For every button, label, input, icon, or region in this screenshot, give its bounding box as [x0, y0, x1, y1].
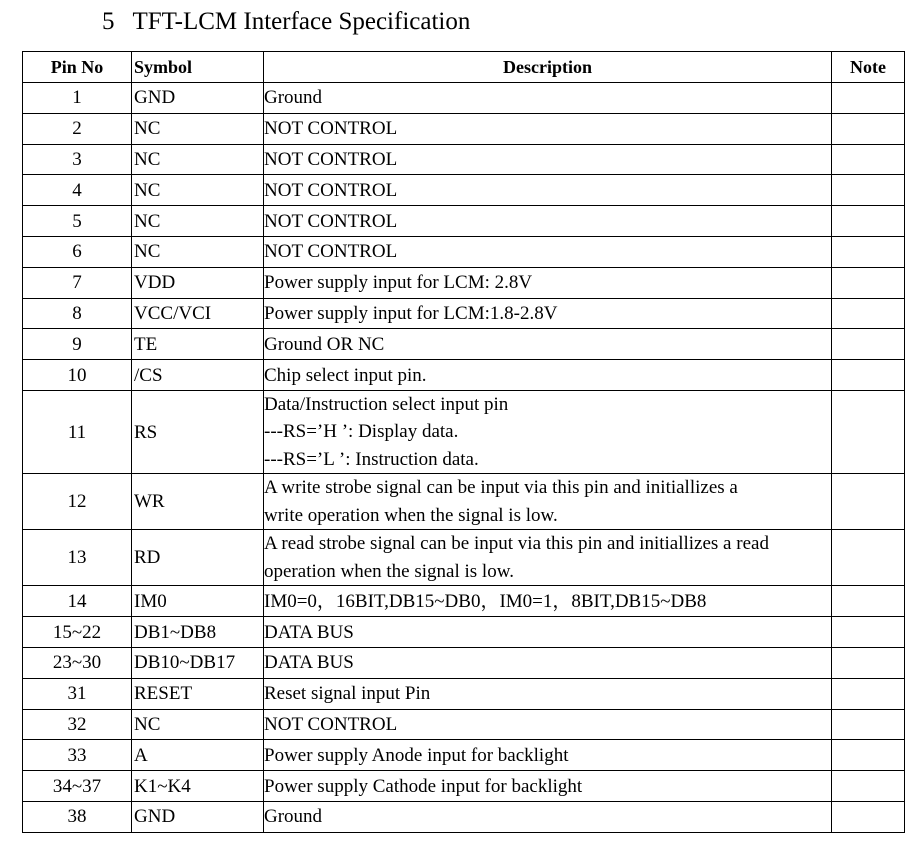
table-row: [23, 586, 905, 617]
note-cell: [832, 648, 905, 679]
description-line: Power supply input for LCM:1.8-2.8V: [264, 302, 558, 324]
pin-number-cell: 6: [23, 236, 132, 267]
note-cell: [832, 474, 905, 530]
description-line: Power supply Anode input for backlight: [264, 744, 569, 766]
description-cell: [264, 236, 832, 267]
note-cell: [832, 175, 905, 206]
section-number: 5: [102, 8, 115, 35]
table-row: [23, 144, 905, 175]
description-line: ---RS=’L ’: Instruction data.: [264, 448, 479, 470]
table-row: [23, 329, 905, 360]
symbol-cell: GND: [132, 83, 264, 114]
table-row: [23, 771, 905, 802]
description-cell: [264, 617, 832, 648]
description-line: A read strobe signal can be input via this pin and initiallizes a read: [264, 533, 769, 555]
description-cell: [264, 474, 832, 530]
description-line: Reset signal input Pin: [264, 683, 431, 705]
pin-number-cell: 9: [23, 329, 132, 360]
description-line: Ground: [264, 806, 323, 828]
table-row: [23, 360, 905, 391]
description-line: IM0=0，16BIT,DB15~DB0，IM0=1，8BIT,DB15~DB8: [264, 590, 707, 612]
description-cell: [264, 144, 832, 175]
symbol-cell: NC: [132, 144, 264, 175]
note-cell: [832, 113, 905, 144]
symbol-cell: TE: [132, 329, 264, 360]
description-cell: [264, 678, 832, 709]
description-cell: [264, 802, 832, 833]
table-row: [23, 474, 905, 530]
note-cell: [832, 678, 905, 709]
symbol-cell: IM0: [132, 586, 264, 617]
pin-number-cell: 38: [23, 802, 132, 833]
pin-number-cell: 4: [23, 175, 132, 206]
description-line: NOT CONTROL: [264, 714, 398, 736]
description-line: ---RS=’H ’: Display data.: [264, 421, 459, 443]
note-cell: [832, 740, 905, 771]
table-row: [23, 236, 905, 267]
pin-number-cell: 23~30: [23, 648, 132, 679]
table-row: [23, 267, 905, 298]
note-cell: [832, 586, 905, 617]
pin-number-cell: 2: [23, 113, 132, 144]
table-row: [23, 617, 905, 648]
table-header-row: [23, 52, 905, 83]
note-cell: [832, 267, 905, 298]
pin-number-cell: 34~37: [23, 771, 132, 802]
table-row: [23, 390, 905, 474]
symbol-cell: DB1~DB8: [132, 617, 264, 648]
description-line: operation when the signal is low.: [264, 560, 514, 582]
note-cell: [832, 360, 905, 391]
symbol-cell: WR: [132, 474, 264, 530]
pin-number-cell: 1: [23, 83, 132, 114]
pin-number-cell: 7: [23, 267, 132, 298]
note-cell: [832, 617, 905, 648]
note-cell: [832, 390, 905, 474]
pin-number-cell: 5: [23, 206, 132, 237]
table-row: [23, 530, 905, 586]
description-line: Ground OR NC: [264, 333, 385, 355]
section-title: TFT-LCM Interface Specification: [132, 8, 471, 35]
symbol-cell: NC: [132, 113, 264, 144]
description-cell: [264, 298, 832, 329]
description-line: Power supply Cathode input for backlight: [264, 775, 583, 797]
description-line: write operation when the signal is low.: [264, 504, 558, 526]
description-cell: [264, 709, 832, 740]
description-cell: [264, 648, 832, 679]
description-line: DATA BUS: [264, 621, 354, 643]
table-row: [23, 298, 905, 329]
description-cell: [264, 175, 832, 206]
description-line: Data/Instruction select input pin: [264, 393, 509, 415]
note-cell: [832, 771, 905, 802]
table-body: [23, 83, 905, 833]
table-row: [23, 648, 905, 679]
symbol-cell: NC: [132, 236, 264, 267]
table-row: [23, 83, 905, 114]
table-row: [23, 709, 905, 740]
description-line: NOT CONTROL: [264, 241, 398, 263]
description-cell: [264, 206, 832, 237]
symbol-cell: NC: [132, 175, 264, 206]
description-line: NOT CONTROL: [264, 210, 398, 232]
pin-number-cell: 8: [23, 298, 132, 329]
pin-number-cell: 10: [23, 360, 132, 391]
table-row: [23, 175, 905, 206]
description-cell: [264, 267, 832, 298]
table-row: [23, 206, 905, 237]
symbol-cell: RESET: [132, 678, 264, 709]
note-cell: [832, 530, 905, 586]
description-line: NOT CONTROL: [264, 148, 398, 170]
pin-number-cell: 12: [23, 474, 132, 530]
description-line: Chip select input pin.: [264, 364, 427, 386]
pin-spec-table: [22, 51, 905, 833]
description-cell: [264, 360, 832, 391]
description-cell: [264, 740, 832, 771]
note-cell: [832, 83, 905, 114]
description-line: A write strobe signal can be input via this pin and initiallizes a: [264, 477, 738, 499]
header-note: Note: [832, 52, 905, 83]
symbol-cell: RS: [132, 390, 264, 474]
description-cell: [264, 586, 832, 617]
description-line: NOT CONTROL: [264, 179, 398, 201]
description-line: Power supply input for LCM: 2.8V: [264, 272, 533, 294]
table-row: [23, 113, 905, 144]
header-description: Description: [264, 52, 832, 83]
description-cell: [264, 329, 832, 360]
symbol-cell: NC: [132, 206, 264, 237]
symbol-cell: VCC/VCI: [132, 298, 264, 329]
pin-number-cell: 15~22: [23, 617, 132, 648]
symbol-cell: VDD: [132, 267, 264, 298]
description-cell: [264, 390, 832, 474]
description-cell: [264, 530, 832, 586]
symbol-cell: RD: [132, 530, 264, 586]
description-cell: [264, 113, 832, 144]
description-line: Ground: [264, 87, 323, 109]
symbol-cell: NC: [132, 709, 264, 740]
symbol-cell: GND: [132, 802, 264, 833]
note-cell: [832, 329, 905, 360]
table-row: [23, 740, 905, 771]
table-row: [23, 802, 905, 833]
symbol-cell: DB10~DB17: [132, 648, 264, 679]
description-line: DATA BUS: [264, 652, 354, 674]
symbol-cell: A: [132, 740, 264, 771]
symbol-cell: /CS: [132, 360, 264, 391]
note-cell: [832, 206, 905, 237]
note-cell: [832, 236, 905, 267]
description-line: NOT CONTROL: [264, 118, 398, 140]
description-cell: [264, 771, 832, 802]
header-symbol: Symbol: [132, 52, 264, 83]
pin-number-cell: 31: [23, 678, 132, 709]
header-pin-no: Pin No: [23, 52, 132, 83]
pin-number-cell: 33: [23, 740, 132, 771]
description-cell: [264, 83, 832, 114]
note-cell: [832, 709, 905, 740]
note-cell: [832, 802, 905, 833]
pin-number-cell: 3: [23, 144, 132, 175]
note-cell: [832, 298, 905, 329]
pin-number-cell: 32: [23, 709, 132, 740]
section-heading: [102, 6, 470, 38]
pin-number-cell: 14: [23, 586, 132, 617]
pin-number-cell: 13: [23, 530, 132, 586]
pin-number-cell: 11: [23, 390, 132, 474]
symbol-cell: K1~K4: [132, 771, 264, 802]
note-cell: [832, 144, 905, 175]
table-row: [23, 678, 905, 709]
